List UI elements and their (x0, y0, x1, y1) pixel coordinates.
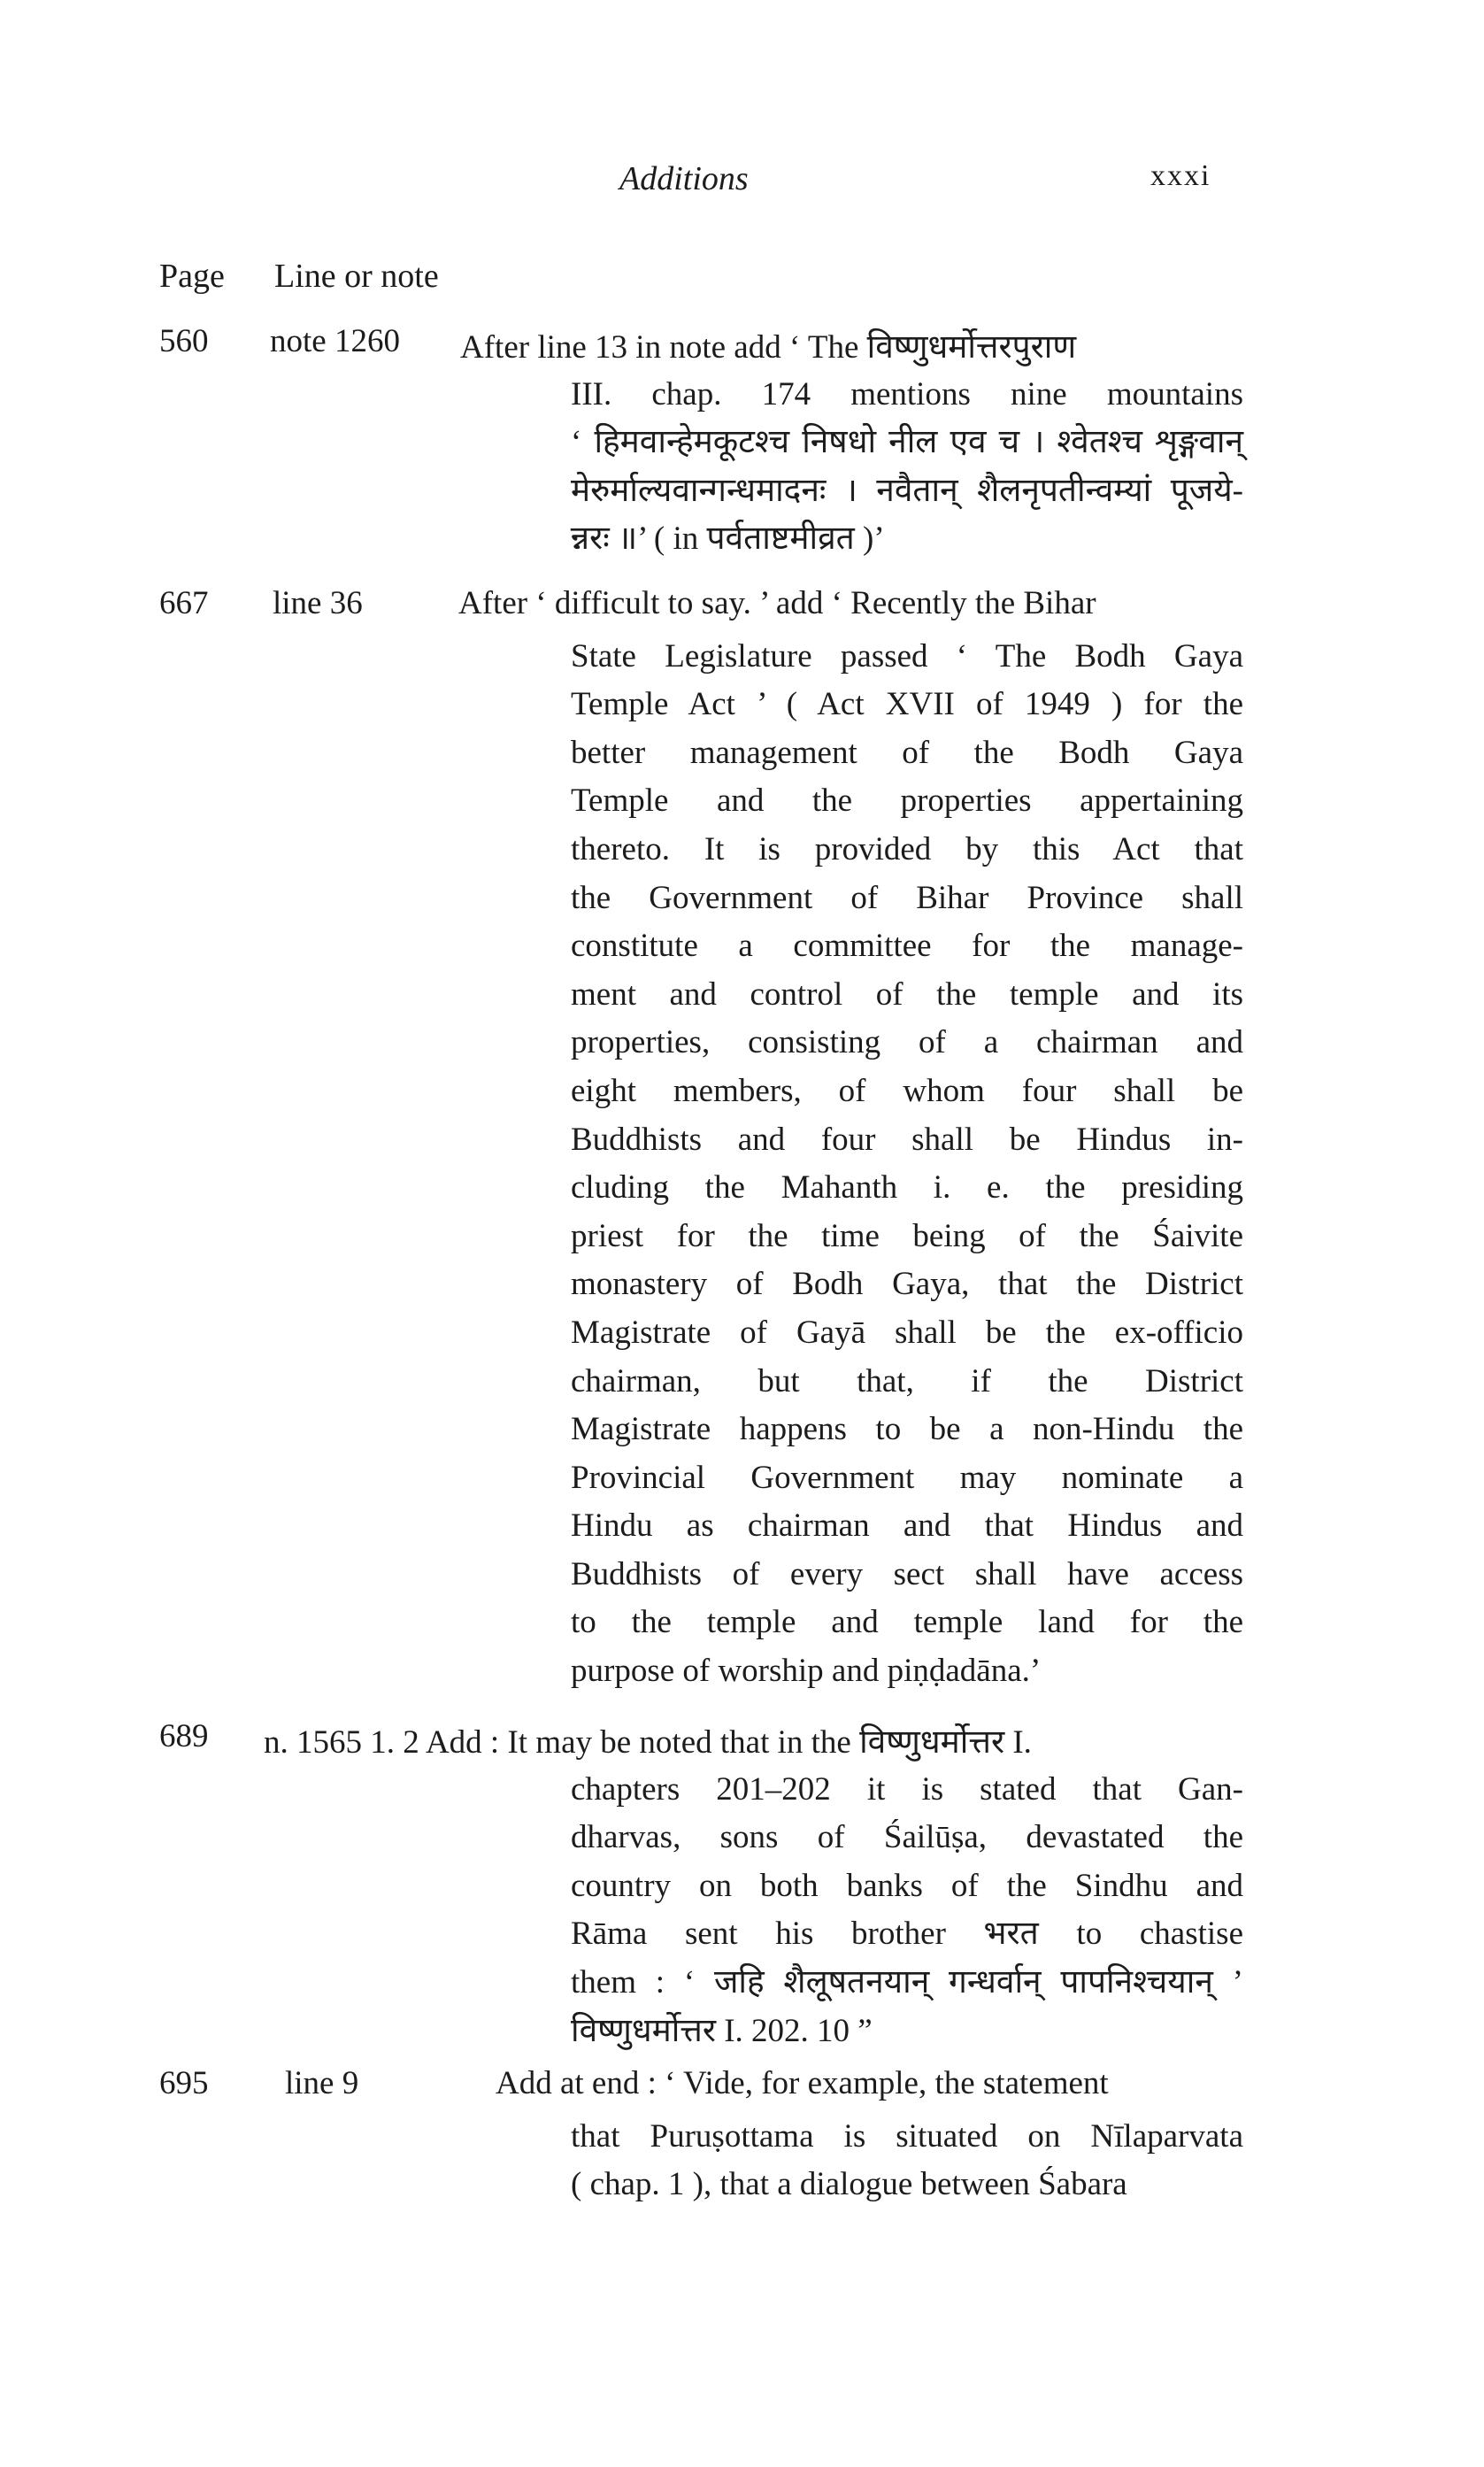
entry-text-line: purpose of worship and piṇḍadāna.’ (571, 1653, 1042, 1690)
entry-text-line: cluding the Mahanth i. e. the presiding (571, 1169, 1243, 1207)
entry-first-line-text: Add at end : ‘ Vide, for example, the statement (496, 2065, 1109, 2101)
running-head (0, 159, 1484, 212)
entry-first-line (458, 584, 1241, 622)
entry-text-line: Temple and the properties appertaining (571, 783, 1243, 820)
entry-text-line: that Puruṣottama is situated on Nīlaparvata (571, 2117, 1243, 2155)
entry-text (571, 371, 1243, 564)
entry-line-or-note: line 36 (273, 585, 363, 621)
entry-text-line: to the temple and temple land for the (571, 1604, 1243, 1641)
entry-text-line: State Legislature passed ‘ The Bodh Gaya (571, 637, 1243, 675)
entry-text-line: the Government of Bihar Province shall (571, 879, 1243, 916)
entry-text-line: constitute a committee for the manage- (571, 928, 1243, 965)
entry-text (571, 2113, 1243, 2209)
entry-text-line: eight members, of whom four shall be (571, 1072, 1243, 1109)
entry-text (571, 633, 1243, 1696)
running-title: Additions (619, 160, 749, 197)
entry-first-line-text: After ‘ difficult to say. ’ add ‘ Recently the Bihar (458, 585, 1096, 621)
entry-text-line: Rāma sent his brother भरत to chastise (571, 1916, 1243, 1953)
entry-text-line: III. chap. 174 mentions nine mountains (571, 375, 1243, 412)
entry-text-line: properties, consisting of a chairman and (571, 1024, 1243, 1061)
entry-first-line (496, 2064, 1241, 2102)
entry-text-line: them : ‘ जहि शैलूषतनयान् गन्धर्वान् पापनिश्चयान् ’ (571, 1963, 1243, 2001)
entry-text-line: न्नरः ॥’ ( in पर्वताष्टमीव्रत )’ (571, 520, 885, 558)
entry-text (571, 1766, 1243, 2056)
entry-text-line: country on both banks of the Sindhu and (571, 1867, 1243, 1904)
page-number: xxxi (1150, 159, 1211, 192)
entry-first-line (264, 1717, 1241, 1762)
entry-page: 667 (159, 585, 209, 621)
entry-text-line: Hindu as chairman and that Hindus and (571, 1507, 1243, 1545)
entry-text-line: dharvas, sons of Śailūṣa, devastated the (571, 1819, 1243, 1856)
entry-text-line: ( chap. 1 ), that a dialogue between Śabara (571, 2166, 1127, 2203)
entry-text-line: ‘ हिमवान्हेमकूटश्च निषधो नील एव च । श्वेतश्च शृङ्गवान् (571, 424, 1243, 461)
entry-text-line: Temple Act ’ ( Act XVII of 1949 ) for the (571, 686, 1243, 723)
entry-line-or-note: note 1260 (270, 323, 400, 359)
entry-page: 689 (159, 1718, 209, 1754)
entry-text-line: Provincial Government may nominate a (571, 1459, 1243, 1496)
entry-line-or-note: line 9 (285, 2065, 359, 2101)
entry-text-line: better management of the Bodh Gaya (571, 734, 1243, 771)
column-header-line-or-note: Line or note (274, 258, 439, 295)
column-headers (0, 257, 1484, 301)
entry-page: 560 (159, 323, 209, 359)
entry-text-line: Buddhists and four shall be Hindus in- (571, 1121, 1243, 1158)
entry-text-line: monastery of Bodh Gaya, that the District (571, 1266, 1243, 1303)
entry-text-line: Magistrate of Gayā shall be the ex-officio (571, 1314, 1243, 1351)
entry-text-line: chapters 201–202 it is stated that Gan- (571, 1770, 1243, 1808)
entry-text-line: मेरुर्माल्यवान्गन्धमादनः । नवैतान् शैलनृपतीन्वम्यां पूजये- (571, 472, 1243, 509)
entry-first-line-text: n. 1565 1. 2 Add : It may be noted that in the विष्णुधर्मोत्तर I. (264, 1724, 1032, 1761)
entry-first-line (460, 322, 1241, 367)
column-header-page: Page (159, 258, 225, 295)
entry-text-line: priest for the time being of the Śaivite (571, 1217, 1243, 1254)
entry-text-line: thereto. It is provided by this Act that (571, 830, 1243, 867)
entry-first-line-text: After line 13 in note add ‘ The विष्णुधर्मोत्तरपुराण (460, 329, 1077, 366)
entry-text-line: ment and control of the temple and its (571, 975, 1243, 1013)
entry-text-line: Buddhists of every sect shall have access (571, 1555, 1243, 1592)
entry-text-line: chairman, but that, if the District (571, 1362, 1243, 1399)
entry-page: 695 (159, 2065, 209, 2101)
entry-text-line: विष्णुधर्मोत्तर I. 202. 10 ” (571, 2012, 873, 2049)
entry-text-line: Magistrate happens to be a non-Hindu the (571, 1411, 1243, 1448)
